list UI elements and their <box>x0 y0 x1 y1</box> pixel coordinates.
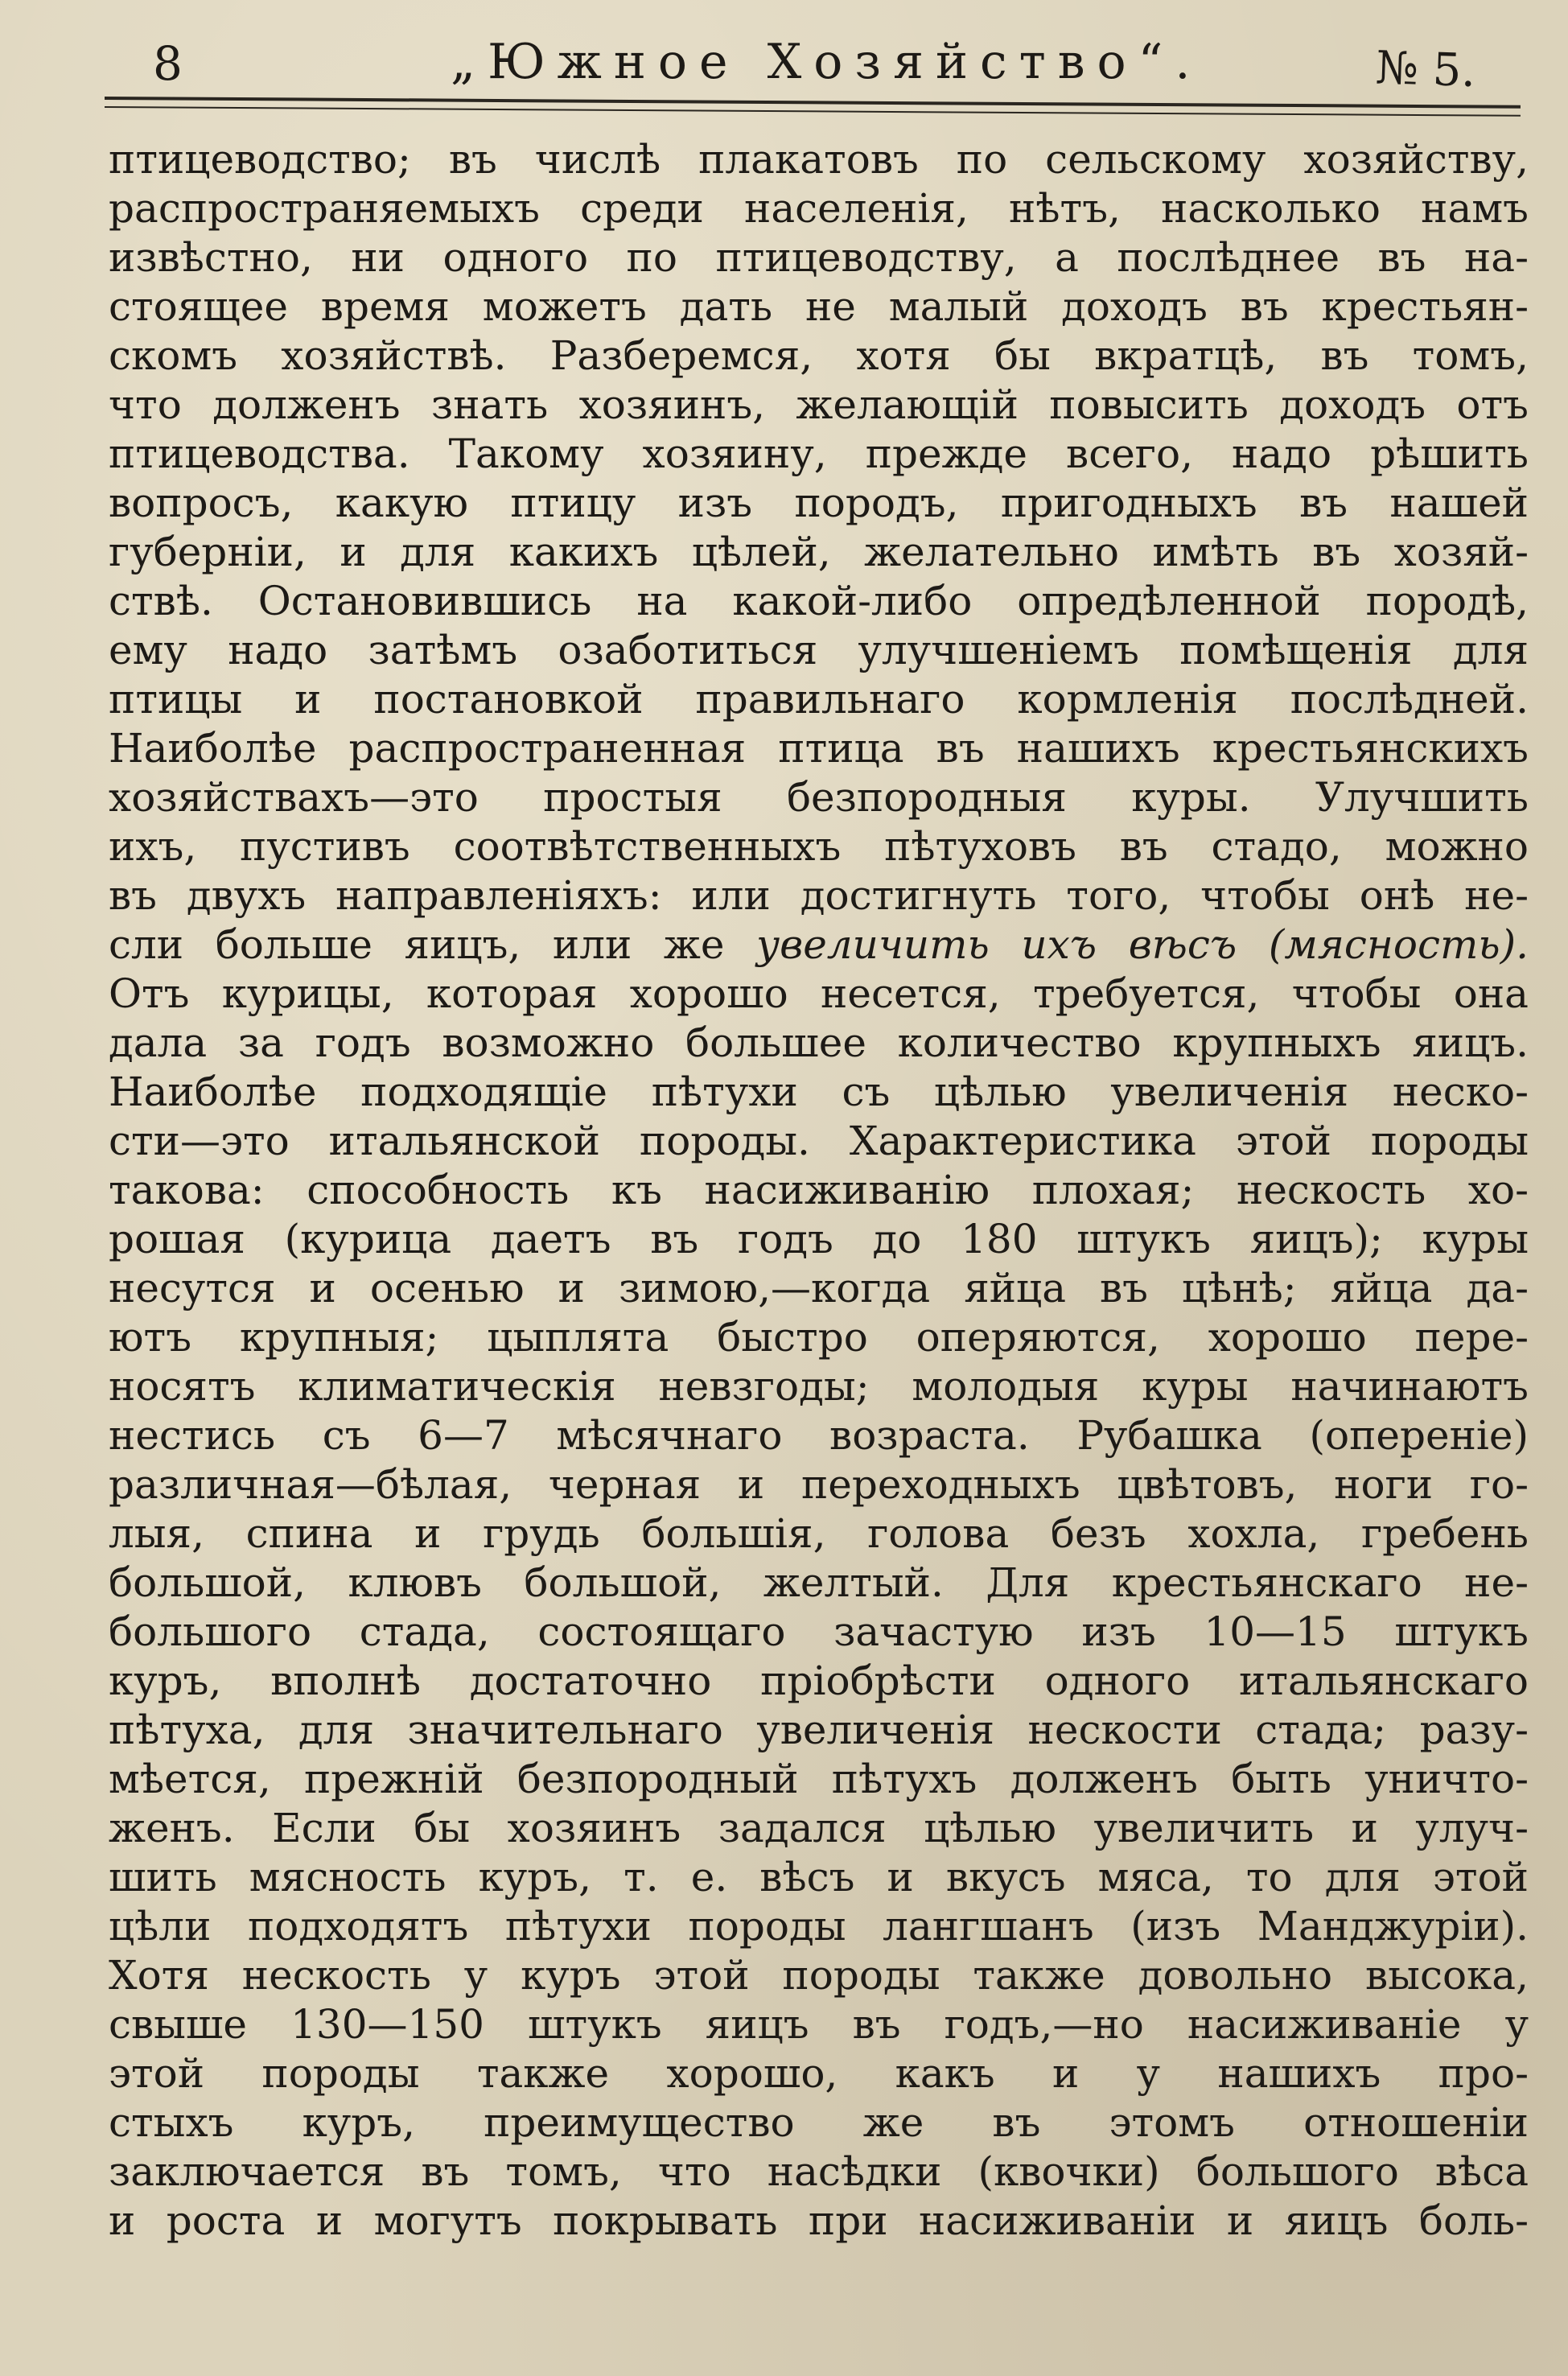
text-line: куръ, вполнѣ достаточно пріобрѣсти одного итальянскаго <box>109 1657 1529 1704</box>
text-line: Хотя нескость у куръ этой породы также довольно высока, <box>109 1952 1529 1999</box>
text-line: ему надо затѣмъ озаботиться улучшеніемъ помѣщенія для <box>109 627 1529 673</box>
text-line: Отъ курицы, которая хорошо несется, требуется, чтобы она <box>109 970 1529 1017</box>
header-rule-thin <box>105 106 1521 117</box>
text-line: Наиболѣе распространенная птица въ нашихъ крестьянскихъ <box>109 725 1529 772</box>
text-line: большого стада, состоящаго зачастую изъ 10—15 штукъ <box>109 1608 1529 1655</box>
text-line: большой, клювъ большой, желтый. Для крестьянскаго не- <box>109 1559 1529 1606</box>
text-line: рошая (курица даетъ въ годъ до 180 штукъ яицъ); куры <box>109 1216 1529 1262</box>
text-line: ютъ крупныя; цыплята быстро оперяются, хорошо пере- <box>109 1314 1529 1361</box>
text-line: что долженъ знать хозяинъ, желающій повысить доходъ отъ <box>109 381 1529 428</box>
text-line: въ двухъ направленіяхъ: или достигнуть того, чтобы онѣ не- <box>109 872 1529 919</box>
text-line: нестись съ 6—7 мѣсячнаго возраста. Рубашка (опереніе) <box>109 1412 1529 1459</box>
text-line: дала за годъ возможно большее количество крупныхъ яицъ. <box>109 1019 1529 1066</box>
text-line: различная—бѣлая, черная и переходныхъ цвѣтовъ, ноги го- <box>109 1461 1529 1508</box>
text-line: заключается въ томъ, что насѣдки (квочки) большого вѣса <box>109 2148 1529 2195</box>
page-number: 8 <box>153 36 183 91</box>
text-line: такова: способность къ насиживанію плохая; нескость хо- <box>109 1167 1529 1213</box>
text-line: женъ. Если бы хозяинъ задался цѣлью увеличить и улуч- <box>109 1805 1529 1851</box>
article-body <box>109 135 1529 2308</box>
text-line: свыше 130—150 штукъ яицъ въ годъ,—но насиживаніе у <box>109 2001 1529 2048</box>
text-line: распространяемыхъ среди населенія, нѣтъ, насколько намъ <box>109 185 1529 232</box>
text-line: и роста и могутъ покрывать при насиживаніи и яицъ боль- <box>109 2197 1529 2244</box>
text-line: шить мясность куръ, т. е. вѣсъ и вкусъ мяса, то для этой <box>109 1854 1529 1900</box>
text-line: скомъ хозяйствѣ. Разберемся, хотя бы вкратцѣ, въ томъ, <box>109 332 1529 379</box>
text-line: вопросъ, какую птицу изъ породъ, пригодныхъ въ нашей <box>109 480 1529 526</box>
italic-phrase: увеличить ихъ вѣсъ (мясность). <box>756 921 1529 968</box>
text-line: птицы и постановкой правильнаго кормленія послѣдней. <box>109 676 1529 723</box>
text-line: цѣли подходятъ пѣтухи породы лангшанъ (изъ Манджуріи). <box>109 1903 1529 1950</box>
text-line: ствѣ. Остановившись на какой-либо опредѣленной породѣ, <box>109 578 1529 624</box>
text-line-with-italic <box>109 920 1529 970</box>
journal-title: „Южное Хозяйство“. <box>451 34 1203 90</box>
text-line: стоящее время можетъ дать не малый доходъ въ крестьян- <box>109 283 1529 330</box>
text-line: ихъ, пустивъ соотвѣтственныхъ пѣтуховъ въ стадо, можно <box>109 823 1529 870</box>
page-header <box>105 31 1537 103</box>
text-line: пѣтуха, для значительнаго увеличенія нескости стада; разу- <box>109 1707 1529 1753</box>
text-line: птицеводство; въ числѣ плакатовъ по сельскому хозяйству, <box>109 136 1529 183</box>
text-line: стыхъ куръ, преимущество же въ этомъ отношеніи <box>109 2099 1529 2146</box>
text-line: губерніи, и для какихъ цѣлей, желательно имѣть въ хозяй- <box>109 529 1529 575</box>
text-line: носятъ климатическія невзгоды; молодыя куры начинаютъ <box>109 1363 1529 1410</box>
text-line: птицеводства. Такому хозяину, прежде всего, надо рѣшить <box>109 430 1529 477</box>
text-span: сли больше яицъ, или же <box>109 921 725 968</box>
text-line: Наиболѣе подходящіе пѣтухи съ цѣлью увеличенія неско- <box>109 1069 1529 1115</box>
text-line: этой породы также хорошо, какъ и у нашихъ про- <box>109 2050 1529 2097</box>
text-line: лыя, спина и грудь большія, голова безъ хохла, гребень <box>109 1510 1529 1557</box>
text-line: несутся и осенью и зимою,—когда яйца въ цѣнѣ; яйца да- <box>109 1265 1529 1312</box>
text-line: извѣстно, ни одного по птицеводству, а послѣднее въ на- <box>109 234 1529 281</box>
text-line: хозяйствахъ—это простыя безпородныя куры. Улучшить <box>109 774 1529 821</box>
issue-number: № 5. <box>1374 41 1477 98</box>
text-line: сти—это итальянской породы. Характеристика этой породы <box>109 1118 1529 1164</box>
text-line: мѣется, прежній безпородный пѣтухъ долженъ быть уничто- <box>109 1756 1529 1802</box>
